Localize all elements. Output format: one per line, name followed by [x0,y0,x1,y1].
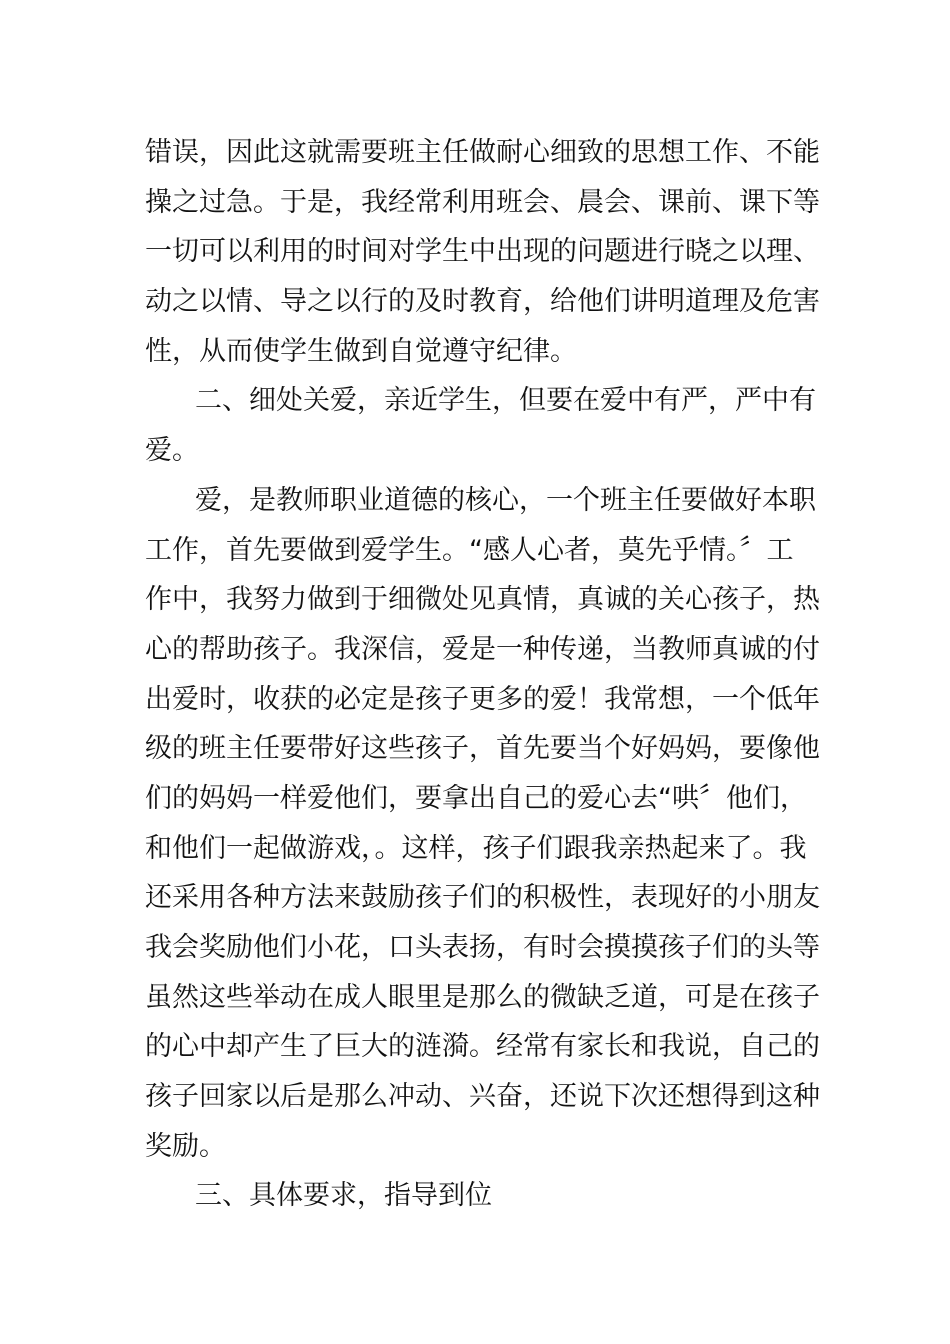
section-heading-3: 三、具体要求，指导到位 [195,1180,492,1212]
text-line: 孩子回家以后是那么冲动、兴奋，还说下次还想得到这种 [145,1081,820,1113]
text-line: 作中，我努力做到于细微处见真情，真诚的关心孩子，热 [145,584,820,616]
text-line: 们的妈妈一样爱他们，要拿出自己的爱心去“哄〞他们， [145,782,807,814]
paragraph-start: 爱，是教师职业道德的核心，一个班主任要做好本职 [195,484,816,516]
text-line: 性，从而使学生做到自觉遵守纪律。 [145,335,577,367]
text-line: 动之以情、导之以行的及时教育，给他们讲明道理及危害 [145,286,820,318]
text-line: 心的帮助孩子。我深信，爱是一种传递，当教师真诚的付 [145,633,820,665]
text-line: 奖励。 [145,1130,226,1162]
text-line: 爱。 [145,435,199,467]
text-line: 虽然这些举动在成人眼里是那么的微缺乏道，可是在孩子 [145,981,820,1013]
text-line: 工作，首先要做到爱学生。“感人心者，莫先乎情。〞工 [145,534,794,566]
text-line: 我会奖励他们小花，口头表扬，有时会摸摸孩子们的头等 [145,932,820,963]
text-line: 和他们一起做游戏，。这样，孩子们跟我亲热起来了。我 [145,832,807,864]
section-heading-2: 二、细处关爱，亲近学生，但要在爱中有严，严中有 [195,385,816,417]
text-line: 一切可以利用的时间对学生中出现的问题进行晓之以理、 [145,236,820,268]
text-line: 出爱时，收获的必定是孩子更多的爱！我常想，一个低年 [145,683,820,715]
text-line: 错误，因此这就需要班主任做耐心细致的思想工作、不能 [145,137,820,168]
body-text [145,128,820,1221]
text-line: 还采用各种方法来鼓励孩子们的积极性，表现好的小朋友 [145,882,820,914]
text-line: 操之过急。于是，我经常利用班会、晨会、课前、课下等 [145,186,820,218]
text-line: 级的班主任要带好这些孩子，首先要当个好妈妈，要像他 [145,733,820,765]
text-line: 的心中却产生了巨大的涟漪。经常有家长和我说，自己的 [145,1031,820,1063]
